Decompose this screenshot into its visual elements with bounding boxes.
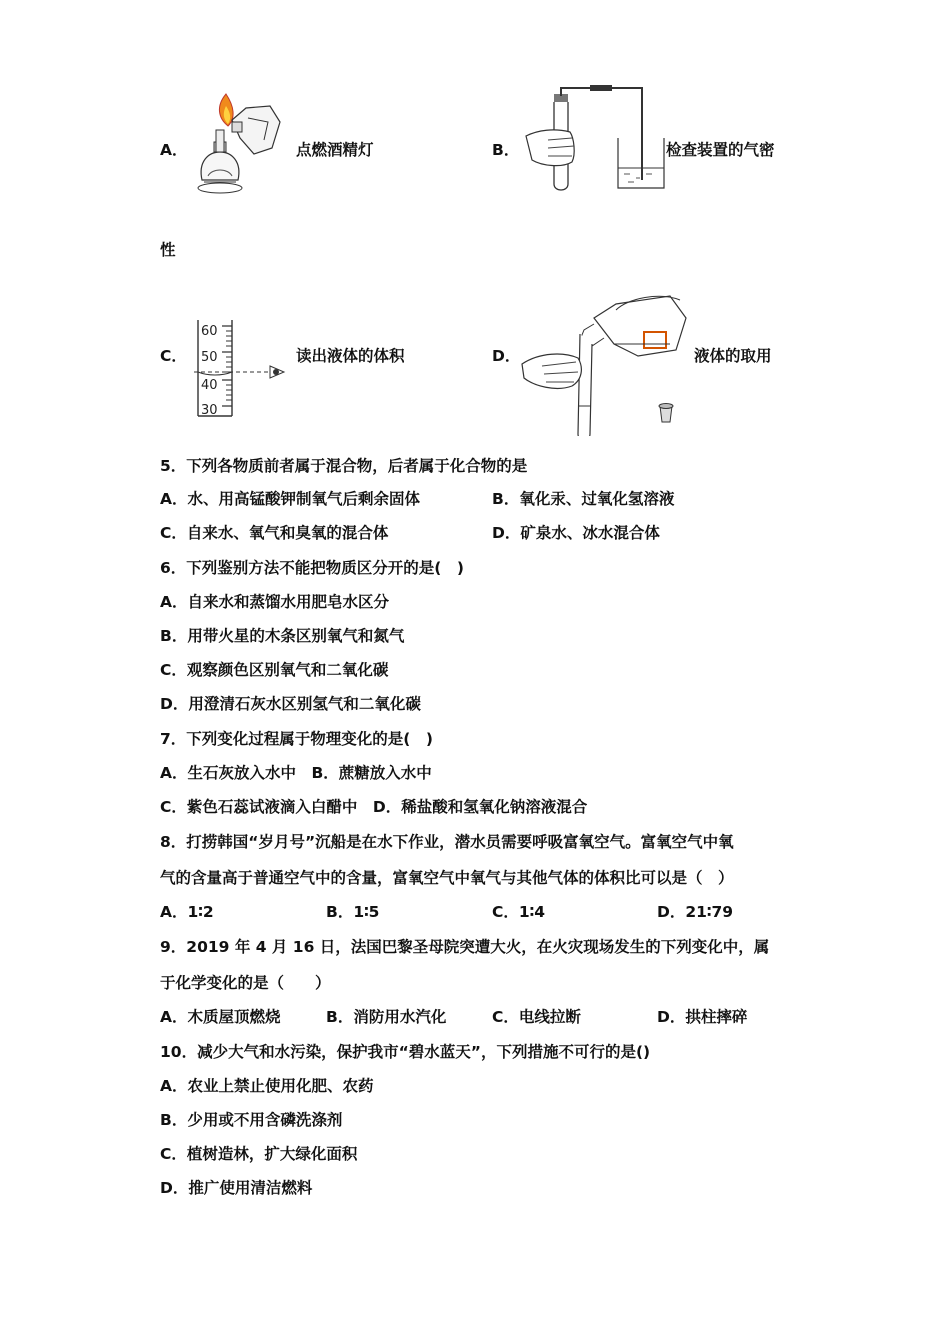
q6-option-c: C．观察颜色区别氧气和二氧化碳 xyxy=(160,661,389,679)
option-b-letter: B． xyxy=(492,141,520,159)
option-d-text: 液体的取用 xyxy=(694,347,772,365)
q9-option-b: B．消防用水汽化 xyxy=(326,1008,447,1026)
q7-options-cd: C．紫色石蕊试液滴入白醋中 D．稀盐酸和氢氧化钠溶液混合 xyxy=(160,798,588,816)
q7-options-ab: A．生石灰放入水中 B．蔗糖放入水中 xyxy=(160,764,432,782)
option-a-letter: A． xyxy=(160,141,188,159)
scale-label-30: 30 xyxy=(201,403,218,418)
q9-option-d: D．拱柱摔碎 xyxy=(657,1008,748,1026)
scale-label-50: 50 xyxy=(201,350,218,365)
q6-option-d: D．用澄清石灰水区别氢气和二氧化碳 xyxy=(160,695,421,713)
option-a-text: 点燃酒精灯 xyxy=(296,141,374,159)
q9-stem-line2: 于化学变化的是（ ） xyxy=(160,974,331,992)
option-c-letter: C． xyxy=(160,347,187,365)
q8-option-d: D．21∶79 xyxy=(657,903,734,921)
q10-option-d: D．推广使用清洁燃料 xyxy=(160,1179,313,1197)
q9-stem-line1: 9．2019 年 4 月 16 日，法国巴黎圣母院突遭大火，在火灾现场发生的下列变化中，属 xyxy=(160,938,770,956)
option-b-text-continued: 性 xyxy=(160,241,176,259)
option-b-text: 检查装置的气密 xyxy=(666,141,775,159)
q8-option-c: C．1∶4 xyxy=(492,903,546,921)
q5-option-a: A．水、用高锰酸钾制氧气后剩余固体 xyxy=(160,490,420,508)
q5-stem: 5．下列各物质前者属于混合物，后者属于化合物的是 xyxy=(160,457,528,475)
option-c-text: 读出液体的体积 xyxy=(296,347,405,365)
option-d-letter: D． xyxy=(492,347,521,365)
q8-stem-line2: 气的含量高于普通空气中的含量，富氧空气中氧气与其他气体的体积比可以是（ ） xyxy=(160,869,734,887)
q10-option-c: C．植树造林，扩大绿化面积 xyxy=(160,1145,358,1163)
graduated-cylinder-figure xyxy=(194,318,294,424)
q9-option-c: C．电线拉断 xyxy=(492,1008,581,1026)
q5-option-d: D．矿泉水、冰水混合体 xyxy=(492,524,660,542)
q10-stem: 10．减少大气和水污染，保护我市“碧水蓝天”，下列措施不可行的是() xyxy=(160,1043,651,1061)
alcohol-lamp-figure xyxy=(188,92,288,204)
q6-option-a: A．自来水和蒸馏水用肥皂水区分 xyxy=(160,593,389,611)
scale-label-60: 60 xyxy=(201,324,218,339)
q10-option-b: B．少用或不用含磷洗涤剂 xyxy=(160,1111,343,1129)
q8-option-a: A．1∶2 xyxy=(160,903,214,921)
q8-option-b: B．1∶5 xyxy=(326,903,380,921)
q5-option-b: B．氧化汞、过氧化氢溶液 xyxy=(492,490,675,508)
q10-option-a: A．农业上禁止使用化肥、农药 xyxy=(160,1077,374,1095)
q7-stem: 7．下列变化过程属于物理变化的是( ) xyxy=(160,730,433,748)
q9-option-a: A．木质屋顶燃烧 xyxy=(160,1008,281,1026)
airtightness-check-figure xyxy=(518,84,668,200)
q5-option-c: C．自来水、氧气和臭氧的混合体 xyxy=(160,524,389,542)
scale-label-40: 40 xyxy=(201,378,218,393)
liquid-pouring-figure xyxy=(520,288,690,440)
q6-option-b: B．用带火星的木条区别氧气和氮气 xyxy=(160,627,405,645)
q8-stem-line1: 8．打捞韩国“岁月号”沉船是在水下作业，潜水员需要呼吸富氧空气。富氧空气中氧 xyxy=(160,833,734,851)
q6-stem: 6．下列鉴别方法不能把物质区分开的是( ) xyxy=(160,559,464,577)
